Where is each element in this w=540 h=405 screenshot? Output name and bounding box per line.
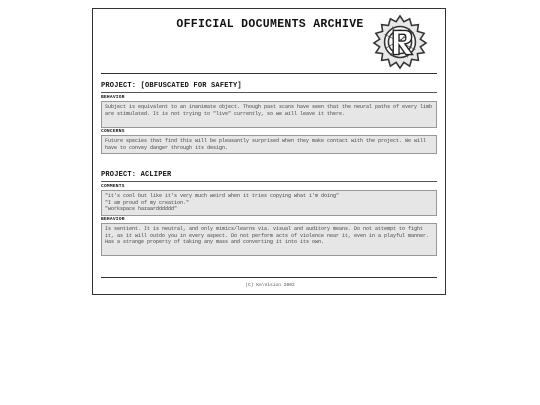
comment-line: "it's cool but like it's very much weird when it tries copying what i'm doing" — [105, 193, 340, 199]
field-text-box: Future species that find this will be pleasantly surprised when they make contact with the project. We will have to convey danger through its design. — [101, 135, 437, 154]
comment-line: "workspace hazaardddddd" — [105, 206, 178, 212]
page-title: OFFICIAL DOCUMENTS ARCHIVE — [176, 18, 364, 31]
gear-logo-icon — [371, 13, 429, 71]
field-text-box: Is sentient. It is neutral, and only mimics/learns via. visual and auditory means. Do not attempt to fight it, as it will outdo you in every aspect. Do not perform acts of violence near it, even in a playful manner. Has a strange property of taking any mass and converting it into its own. — [101, 223, 437, 256]
field-label: CONCERNS — [101, 129, 125, 134]
project-title: PROJECT: ACLIPER — [101, 171, 437, 182]
document-header — [93, 9, 445, 72]
field-label: BEHAVIOR — [101, 95, 125, 100]
project-section — [101, 82, 437, 155]
project-section — [101, 171, 437, 257]
header-divider — [101, 73, 437, 74]
field-label: COMMENTS — [101, 184, 125, 189]
comments-box — [101, 190, 437, 216]
field-label: BEHAVIOR — [101, 217, 125, 222]
footer-divider — [101, 277, 437, 278]
document-page — [92, 8, 446, 295]
field-text-box: Subject is equivalent to an inanimate object. Though past scans have seen that the neural paths of every limb are stimulated. It is not trying to "live" currently, so we will leave it there. — [101, 101, 437, 128]
footer-copyright: (C) Ke\Vision 2002 — [245, 283, 295, 288]
project-title: PROJECT: [OBFUSCATED FOR SAFETY] — [101, 82, 437, 93]
comment-line: "I am proud of my creation." — [105, 199, 190, 206]
